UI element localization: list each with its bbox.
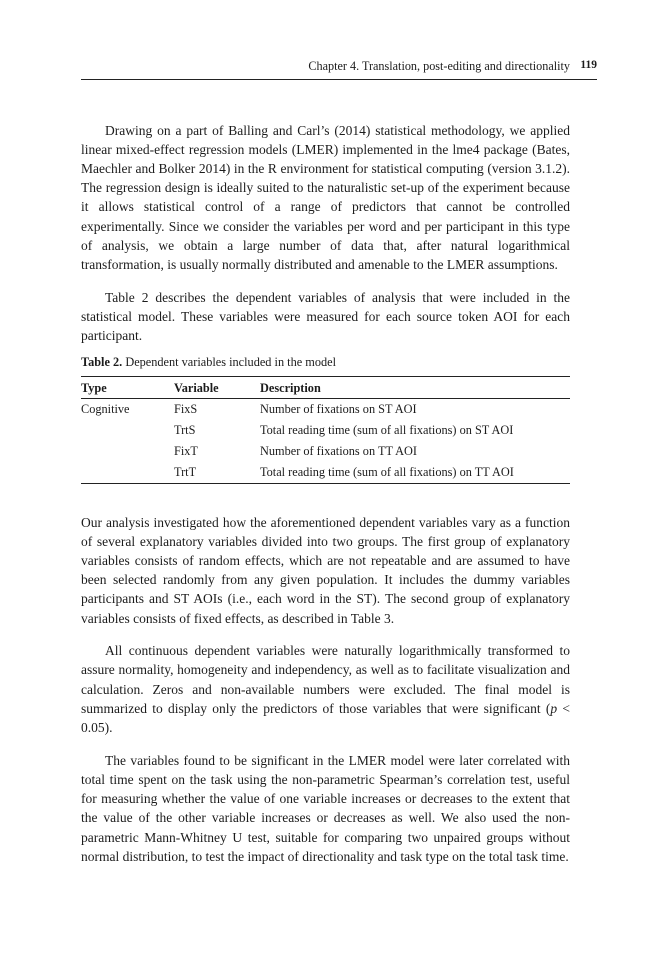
cell-type: Cognitive xyxy=(81,402,130,416)
cell-description: Number of fixations on ST AOI xyxy=(260,402,417,416)
running-header xyxy=(81,57,597,80)
chapter-title: Chapter 4. Translation, post-editing and directionality xyxy=(308,59,570,73)
cell-variable: FixT xyxy=(174,444,198,458)
table-header-row xyxy=(81,377,570,399)
cell-type xyxy=(81,462,174,484)
p-value-threshold: < 0.05). xyxy=(81,700,570,736)
column-header-variable: Variable xyxy=(174,377,260,399)
cell-description: Total reading time (sum of all fixations) on TT AOI xyxy=(260,462,570,484)
table-row xyxy=(81,441,570,462)
cell-description: Total reading time (sum of all fixations) on ST AOI xyxy=(260,423,514,437)
cell-type xyxy=(81,420,174,441)
cell-variable: TrtS xyxy=(174,423,196,437)
paragraph-correlation-tests: The variables found to be significant in the LMER model were later correlated with total time spent on the task using the non-parametric Spearman’s correlation test, useful for measuring whether the value of one variable increases or decreases to the extent that the value of the other variable increases or decreases as well. We also used the non-parametric Mann-Whitney U test, suitable for comparing two unpaired groups without normal distribution, to test the impact of directionality and task type on the total task time. xyxy=(81,752,570,864)
paragraph-table-intro: Table 2 describes the dependent variables of analysis that were included in the statistical model. These variables were measured for each source token AOI for each participant. xyxy=(81,289,570,344)
body-text-bottom xyxy=(81,499,570,879)
table-row xyxy=(81,399,570,421)
p-value-symbol: p xyxy=(550,700,558,716)
table-row xyxy=(81,420,570,441)
cell-variable: FixS xyxy=(174,402,198,416)
table-label: Table 2. xyxy=(81,355,123,369)
dependent-variables-table xyxy=(81,376,570,484)
table-row xyxy=(81,462,570,484)
column-header-type: Type xyxy=(81,377,174,399)
paragraph-methodology: Drawing on a part of Balling and Carl’s (2014) statistical methodology, we applied linear mixed-effect regression models (LMER) implemented in the lme4 package (Bates, Maechler and Bolker 2014) in the R environment for statistical computing (version 3.1.2). The regression design is ideally suited to the naturalistic set-up of the experiment because it allows statistical control of a range of predictors that cannot be controlled experimentally. Since we consider the variables per word and per participant in this type of analysis, we obtain a large number of data that, after natural logarithmical transformation, is usually normally distributed and amenable to the LMER assumptions. xyxy=(81,122,570,272)
page-number: 119 xyxy=(580,59,597,71)
cell-description: Number of fixations on TT AOI xyxy=(260,444,417,458)
paragraph-explanatory-variables: Our analysis investigated how the aforementioned dependent variables vary as a function of several explanatory variables divided into two groups. The first group of explanatory variables consists of random effects, which are not repeatable and are assumed to have been selected randomly from any given population. It includes the dummy variables participants and ST AOIs (i.e., each word in the ST). The second group of explanatory variables consists of fixed effects, as described in Table 3. xyxy=(81,514,570,626)
paragraph-transformation-text: All continuous dependent variables were naturally logarithmically transformed to assure normality, homogeneity and independency, as well as to facilitate visualization and calculation. Zeros and non-available numbers were excluded. The final model is summarized to display only the predictors of those variables that were significant ( xyxy=(81,643,570,716)
body-text-top xyxy=(81,107,570,359)
table-caption xyxy=(81,355,336,370)
cell-variable: TrtT xyxy=(174,462,260,484)
table-caption-text: Dependent variables included in the model xyxy=(125,355,336,369)
cell-type xyxy=(81,441,174,462)
paragraph-transformation xyxy=(81,641,570,737)
column-header-description: Description xyxy=(260,377,570,399)
